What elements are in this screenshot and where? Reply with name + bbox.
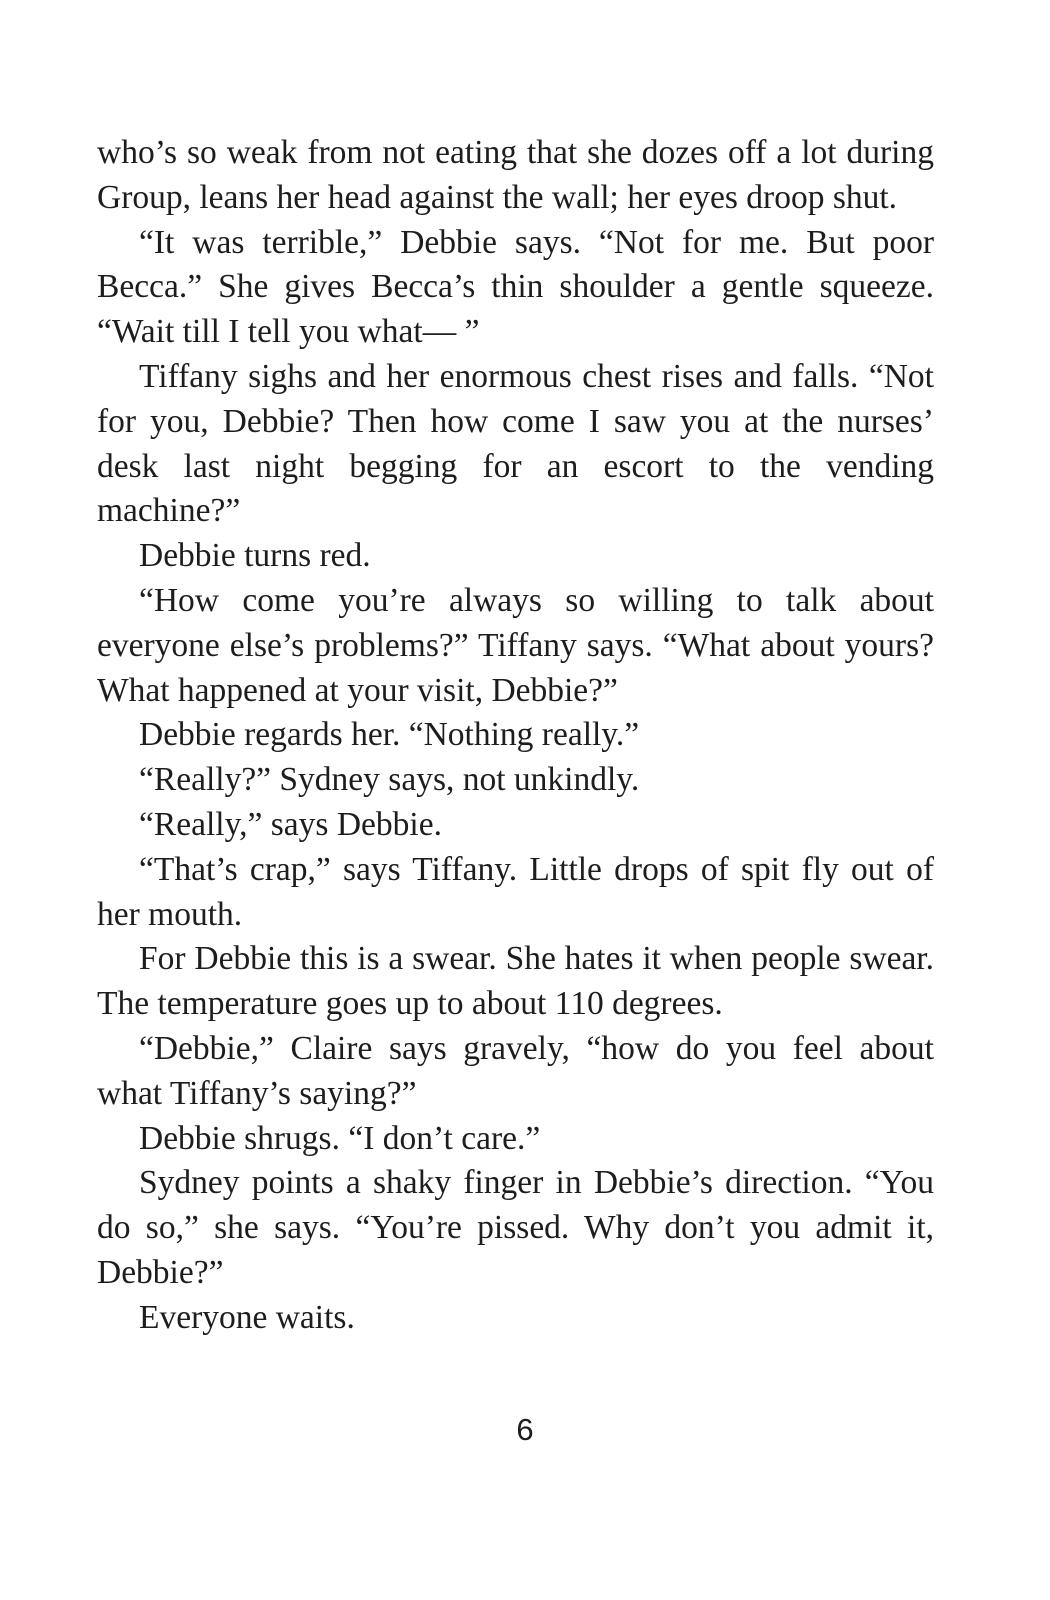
paragraph: Sydney points a shaky finger in Debbie’s direction. “You do so,” she says. “You’re pissed. Why don’t you admit it, Debbie?” [97, 1164, 934, 1291]
paragraph: Debbie regards her. “Nothing really.” [139, 716, 640, 754]
page-number: 6 [516, 1412, 534, 1447]
paragraph: For Debbie this is a swear. She hates it when people swear. The temperature goes up to about 110 degrees. [97, 940, 934, 1023]
paragraph: Everyone waits. [139, 1298, 355, 1336]
paragraph: “That’s crap,” says Tiffany. Little drops of spit fly out of her mouth. [97, 850, 934, 933]
paragraph: “Really?” Sydney says, not unkindly. [139, 761, 640, 799]
paragraph: Debbie shrugs. “I don’t care.” [139, 1119, 541, 1157]
body-text [97, 131, 934, 1341]
paragraph: “It was terrible,” Debbie says. “Not for me. But poor Becca.” She gives Becca’s thin shoulder a gentle squeeze. “Wait till I tell you what— ” [97, 223, 934, 351]
paragraph: “How come you’re always so willing to talk about everyone else’s problems?” Tiffany says. “What about yours? What happened at your visit, Debbie?” [97, 581, 934, 709]
paragraph: Debbie turns red. [139, 537, 371, 575]
paragraph: Tiffany sighs and her enormous chest rises and falls. “Not for you, Debbie? Then how come I saw you at the nurses’ desk last night begging for an escort to the vending machine?” [97, 357, 934, 530]
paragraph: “Debbie,” Claire says gravely, “how do you feel about what Tiffany’s saying?” [97, 1029, 934, 1112]
paragraph: “Really,” says Debbie. [139, 805, 442, 843]
paragraph: who’s so weak from not eating that she dozes off a lot during Group, leans her head against the wall; her eyes droop shut. [97, 134, 934, 216]
